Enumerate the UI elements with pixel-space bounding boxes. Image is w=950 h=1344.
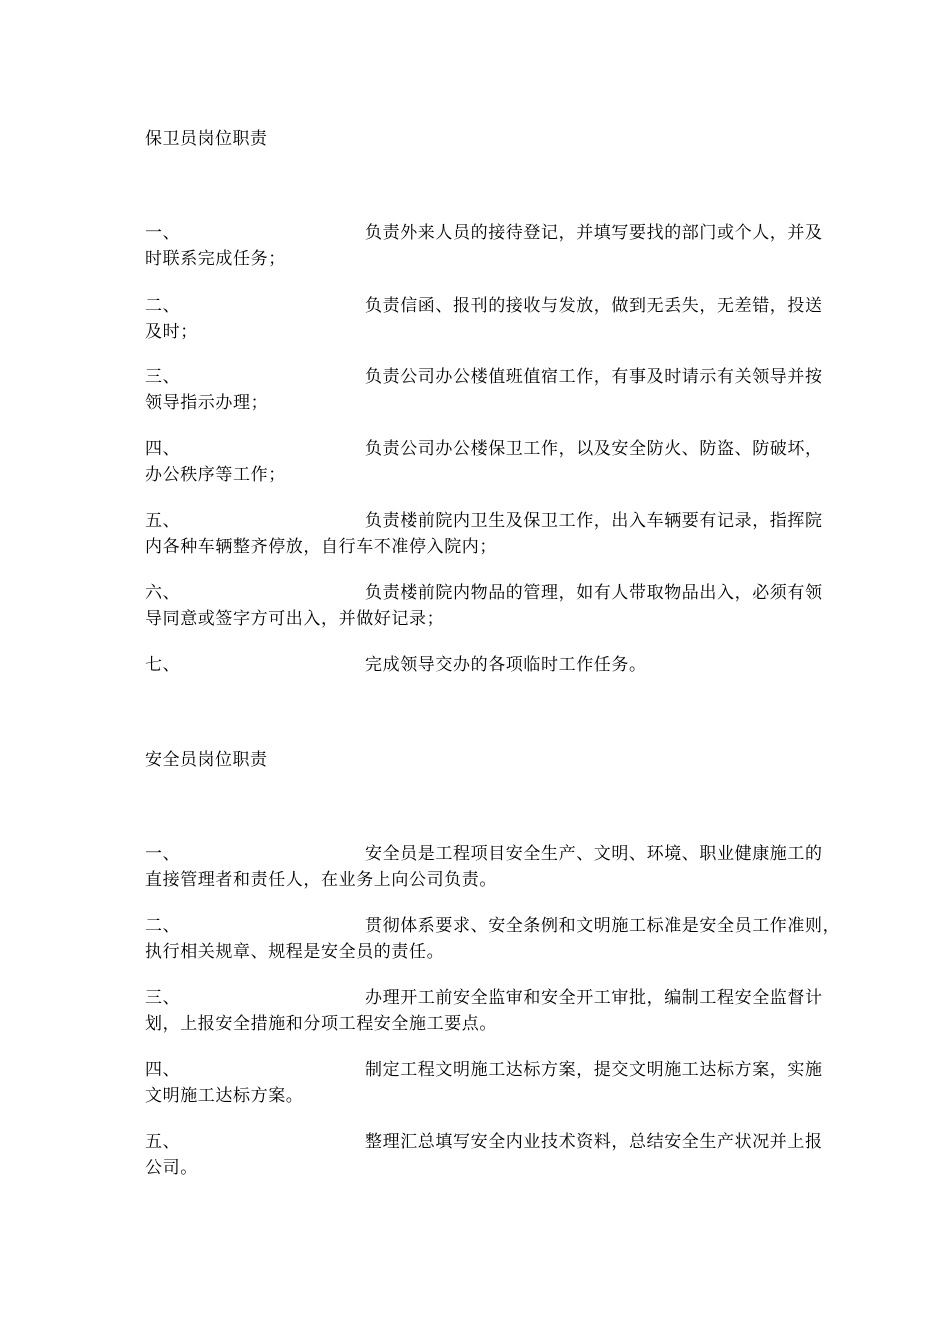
list-item [145,580,865,632]
list-item [145,841,865,893]
list-item [145,293,865,345]
item-text-line1: 负责信函、报刊的接收与发放，做到无丢失，无差错，投送 [365,296,823,316]
list-item [145,913,865,965]
item-number: 一、 [145,223,181,243]
item-text-line1: 负责公司办公楼值班值宿工作，有事及时请示有关领导并按 [365,367,823,387]
item-text-line2: 内各种车辆整齐停放，自行车不准停入院内； [145,537,497,557]
item-text-line2: 文明施工达标方案。 [145,1086,304,1106]
item-text-line1: 办理开工前安全监审和安全开工审批，编制工程安全监督计 [365,988,823,1008]
item-text-line1: 负责公司办公楼保卫工作，以及安全防火、防盗、防破坏， [365,439,823,459]
item-number: 二、 [145,296,181,316]
item-text-line1: 制定工程文明施工达标方案，提交文明施工达标方案，实施 [365,1060,823,1080]
item-number: 七、 [145,655,181,675]
item-number: 六、 [145,583,181,603]
item-number: 一、 [145,844,181,864]
section-title-guard: 保卫员岗位职责 [145,129,268,149]
item-text-line2: 时联系完成任务； [145,249,286,269]
item-number: 五、 [145,1132,181,1152]
item-number: 五、 [145,511,181,531]
item-text-line2: 办公秩序等工作； [145,465,286,485]
item-number: 四、 [145,1060,181,1080]
item-text-line1: 安全员是工程项目安全生产、文明、环境、职业健康施工的 [365,844,823,864]
item-text-line1: 贯彻体系要求、安全条例和文明施工标准是安全员工作准则， [365,916,841,936]
item-text-line1: 整理汇总填写安全内业技术资料，总结安全生产状况并上报 [365,1132,823,1152]
item-number: 二、 [145,916,181,936]
list-item [145,436,865,488]
item-text-line2: 导同意或签字方可出入，并做好记录； [145,609,445,629]
list-item [145,508,865,560]
section-title-safety: 安全员岗位职责 [145,750,268,770]
list-item [145,364,865,416]
item-text-line2: 公司。 [145,1158,198,1178]
item-number: 四、 [145,439,181,459]
item-text-line1: 负责外来人员的接待登记，并填写要找的部门或个人，并及 [365,223,823,243]
item-text-line2: 及时； [145,322,198,342]
list-item [145,220,865,272]
item-text-line2: 领导指示办理； [145,393,269,413]
item-number: 三、 [145,367,181,387]
list-item [145,1057,865,1109]
item-text-line2: 直接管理者和责任人，在业务上向公司负责。 [145,870,497,890]
item-text-line2: 划，上报安全措施和分项工程安全施工要点。 [145,1014,497,1034]
item-text-line1: 完成领导交办的各项临时工作任务。 [365,655,647,675]
list-item [145,1129,865,1181]
item-text-line1: 负责楼前院内卫生及保卫工作，出入车辆要有记录，指挥院 [365,511,823,531]
item-number: 三、 [145,988,181,1008]
item-text-line2: 执行相关规章、规程是安全员的责任。 [145,942,445,962]
list-item [145,652,865,678]
list-item [145,985,865,1037]
item-text-line1: 负责楼前院内物品的管理，如有人带取物品出入，必须有领 [365,583,823,603]
